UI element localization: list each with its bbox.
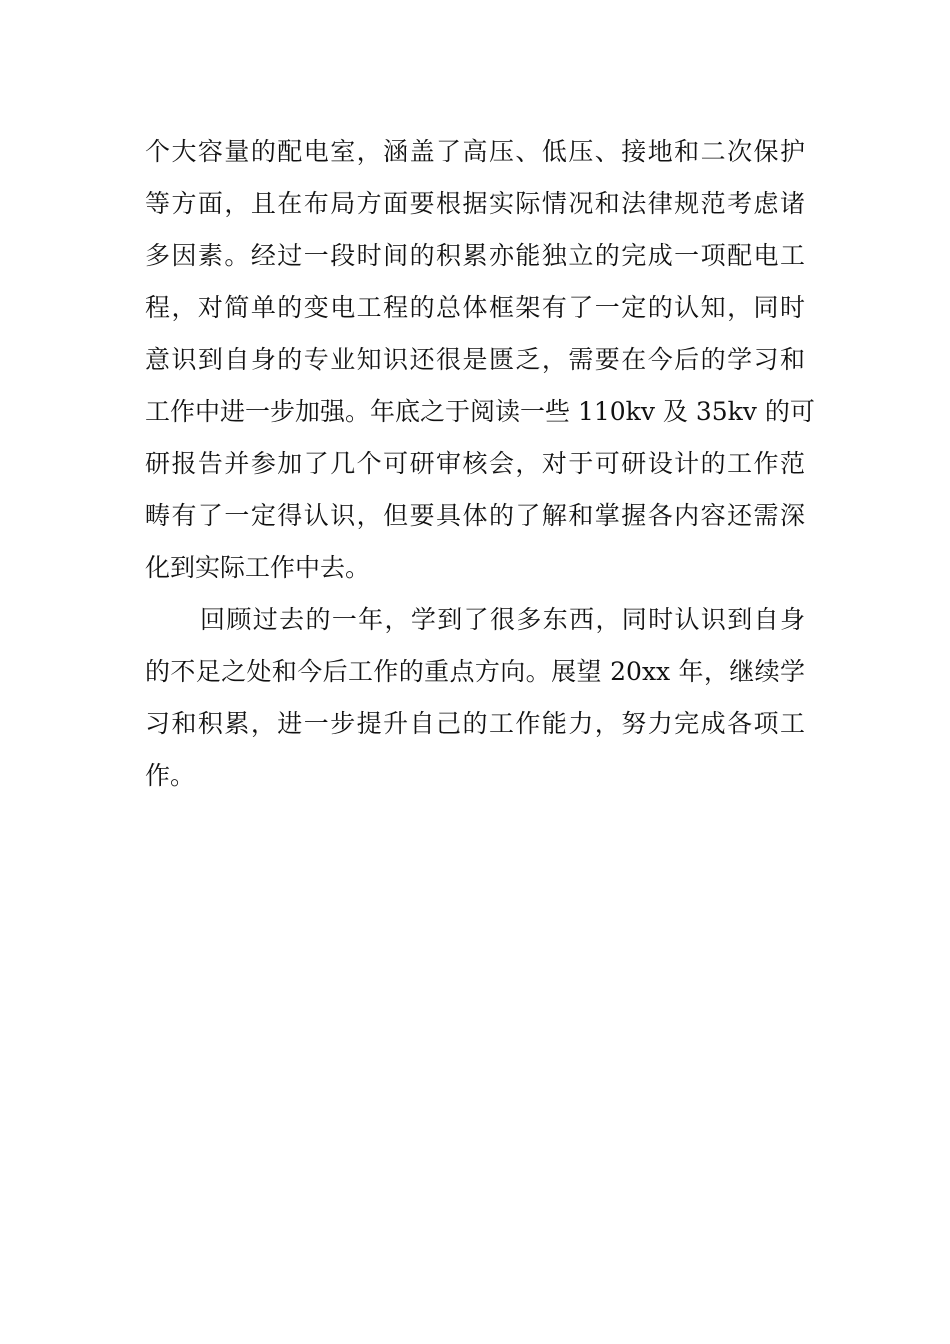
paragraph-line: 化到实际工作中去。 — [145, 553, 371, 582]
paragraph-2 — [145, 594, 805, 802]
paragraph-line: 回顾过去的一年，学到了很多东西，同时认识到自身 — [200, 605, 805, 634]
paragraph-line: 程，对简单的变电工程的总体框架有了一定的认知，同时 — [145, 293, 805, 322]
paragraph-line: 习和积累，进一步提升自己的工作能力，努力完成各项工 — [145, 709, 805, 738]
paragraph-line: 畴有了一定得认识，但要具体的了解和掌握各内容还需深 — [145, 501, 805, 530]
paragraph-line: 意识到自身的专业知识还很是匮乏，需要在今后的学习和 — [145, 345, 805, 374]
paragraph-line: 个大容量的配电室，涵盖了高压、低压、接地和二次保护 — [145, 137, 805, 166]
paragraph-line: 多因素。经过一段时间的积累亦能独立的完成一项配电工 — [145, 241, 805, 270]
paragraph-line: 工作中进一步加强。年底之于阅读一些 110kv 及 35kv 的可 — [145, 397, 815, 426]
paragraph-1 — [145, 126, 815, 594]
paragraph-line: 研报告并参加了几个可研审核会，对于可研设计的工作范 — [145, 449, 805, 478]
paragraph-line: 的不足之处和今后工作的重点方向。展望 20xx 年，继续学 — [145, 657, 805, 686]
paragraph-line: 等方面，且在布局方面要根据实际情况和法律规范考虑诸 — [145, 189, 805, 218]
document-body — [145, 126, 815, 802]
paragraph-line: 作。 — [145, 761, 196, 790]
